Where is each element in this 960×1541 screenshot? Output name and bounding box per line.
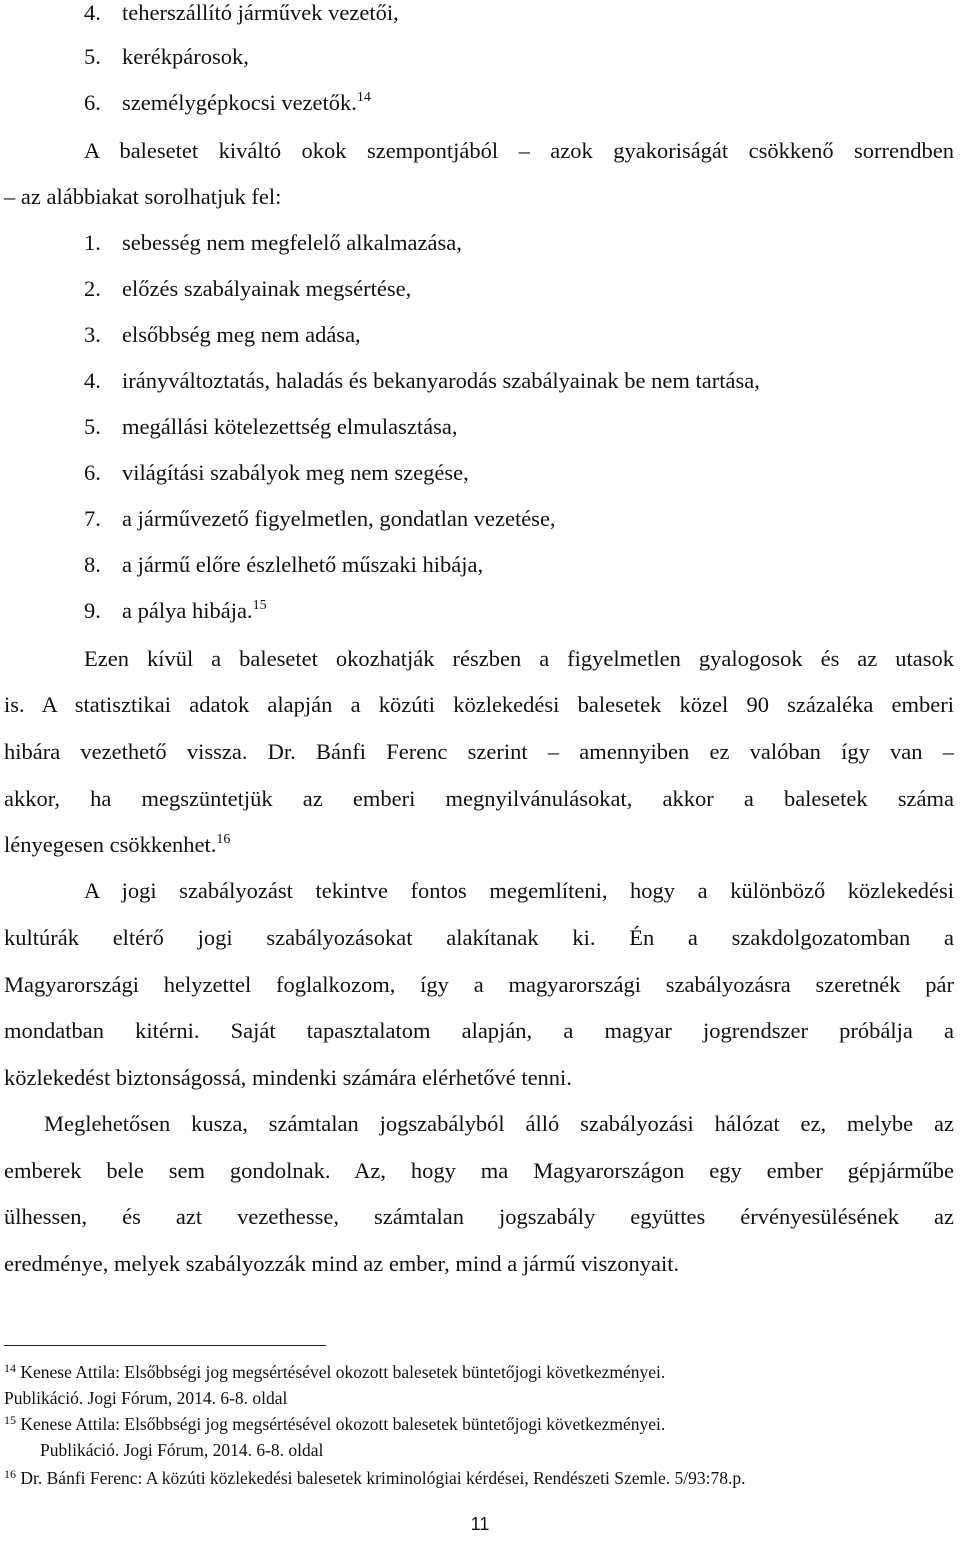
list-number: 1. [84, 230, 101, 255]
list-text: sebesség nem megfelelő alkalmazása, [122, 230, 462, 255]
footnote-ref: 15 [252, 598, 267, 613]
paragraph-line: is. A statisztikai adatok alapján a közúti közlekedési balesetek közel 90 százaléka emberi [4, 692, 954, 717]
list-item [84, 460, 469, 486]
list-number: 5. [84, 44, 101, 69]
list-text: világítási szabályok meg nem szegése, [122, 460, 469, 485]
footnote-divider [4, 1345, 326, 1346]
list-item [84, 506, 556, 532]
list-item [84, 230, 462, 256]
list-number: 6. [84, 460, 101, 485]
list-item [84, 552, 483, 578]
paragraph-line: Magyarországi helyzettel foglalkozom, így a magyarországi szabályozásra szeretnék pár [4, 972, 954, 997]
paragraph-line: Ezen kívül a balesetet okozhatják részben a figyelmetlen gyalogosok és az utasok [84, 646, 954, 671]
list-text: a pálya hibája. [122, 598, 253, 623]
list-text: irányváltoztatás, haladás és bekanyarodás szabályainak be nem tartása, [122, 368, 760, 393]
footnote [4, 1362, 665, 1383]
list-item [84, 414, 458, 440]
footnote [4, 1414, 665, 1435]
list-item [84, 276, 411, 302]
list-item [84, 322, 361, 348]
paragraph-line: ülhessen, és azt vezethesse, számtalan jogszabály együttes érvényesülésének az [4, 1204, 954, 1229]
list-number: 7. [84, 506, 101, 531]
footnote-continuation: Publikáció. Jogi Fórum, 2014. 6-8. oldal [4, 1388, 288, 1408]
list-text: megállási kötelezettség elmulasztása, [122, 414, 458, 439]
paragraph-line: eredménye, melyek szabályozzák mind az ember, mind a jármű viszonyait. [4, 1251, 680, 1276]
footnote-ref: 16 [216, 832, 231, 847]
list-text: kerékpárosok, [122, 44, 249, 69]
paragraph-text: lényegesen csökkenhet. [4, 832, 217, 857]
footnote-text: Kenese Attila: Elsőbbségi jog megsértésével okozott balesetek büntetőjogi következményei. [20, 1362, 666, 1382]
footnote-continuation: Publikáció. Jogi Fórum, 2014. 6-8. oldal [40, 1440, 324, 1460]
list-item [84, 90, 371, 116]
list-number: 5. [84, 414, 101, 439]
list-text: teherszállító járművek vezetői, [122, 0, 399, 25]
list-item [84, 44, 249, 70]
list-item [84, 0, 399, 26]
list-number: 6. [84, 90, 101, 115]
list-number: 8. [84, 552, 101, 577]
list-text: elsőbbség meg nem adása, [122, 322, 361, 347]
paragraph-line: kultúrák eltérő jogi szabályozásokat alakítanak ki. Én a szakdolgozatomban a [4, 925, 954, 950]
list-text: a jármű előre észlelhető műszaki hibája, [122, 552, 484, 577]
page-number: 11 [470, 1514, 490, 1534]
paragraph-line: akkor, ha megszüntetjük az emberi megnyilvánulásokat, akkor a balesetek száma [4, 786, 954, 811]
list-number: 4. [84, 368, 101, 393]
footnote-text: Kenese Attila: Elsőbbségi jog megsértésével okozott balesetek büntetőjogi következményei. [20, 1414, 666, 1434]
paragraph-line: emberek bele sem gondolnak. Az, hogy ma Magyarországon egy ember gépjárműbe [4, 1158, 954, 1183]
list-text: a járművezető figyelmetlen, gondatlan vezetése, [122, 506, 556, 531]
list-number: 2. [84, 276, 101, 301]
list-number: 9. [84, 598, 101, 623]
list-item [84, 368, 760, 394]
list-item [84, 598, 267, 624]
paragraph-line: mondatban kitérni. Saját tapasztalatom alapján, a magyar jogrendszer próbálja a [4, 1018, 954, 1043]
footnote-number: 14 [4, 1361, 16, 1375]
list-text: előzés szabályainak megsértése, [122, 276, 412, 301]
list-text: személygépkocsi vezetők. [122, 90, 357, 115]
list-number: 4. [84, 0, 101, 25]
footnote-number: 16 [4, 1467, 16, 1481]
footnote-text: Dr. Bánfi Ferenc: A közúti közlekedési balesetek kriminológiai kérdései, Rendészeti Szemle. 5/93:78.p. [20, 1468, 746, 1488]
paragraph-line [4, 832, 954, 858]
paragraph-line: hibára vezethető vissza. Dr. Bánfi Ferenc szerint – amennyiben ez valóban így van – [4, 739, 954, 764]
paragraph-line: A jogi szabályozást tekintve fontos megemlíteni, hogy a különböző közlekedési [84, 878, 954, 903]
intro-line: – az alábbiakat sorolhatjuk fel: [4, 184, 282, 209]
footnote-number: 15 [4, 1413, 16, 1427]
intro-line: A balesetet kiváltó okok szempontjából – azok gyakoriságát csökkenő sorrendben [84, 138, 954, 163]
footnote [4, 1468, 745, 1489]
paragraph-line: közlekedést biztonságossá, mindenki számára elérhetővé tenni. [4, 1065, 572, 1090]
footnote-ref: 14 [356, 90, 371, 105]
list-number: 3. [84, 322, 101, 347]
paragraph-line: Meglehetősen kusza, számtalan jogszabályból álló szabályozási hálózat ez, melybe az [44, 1111, 954, 1136]
